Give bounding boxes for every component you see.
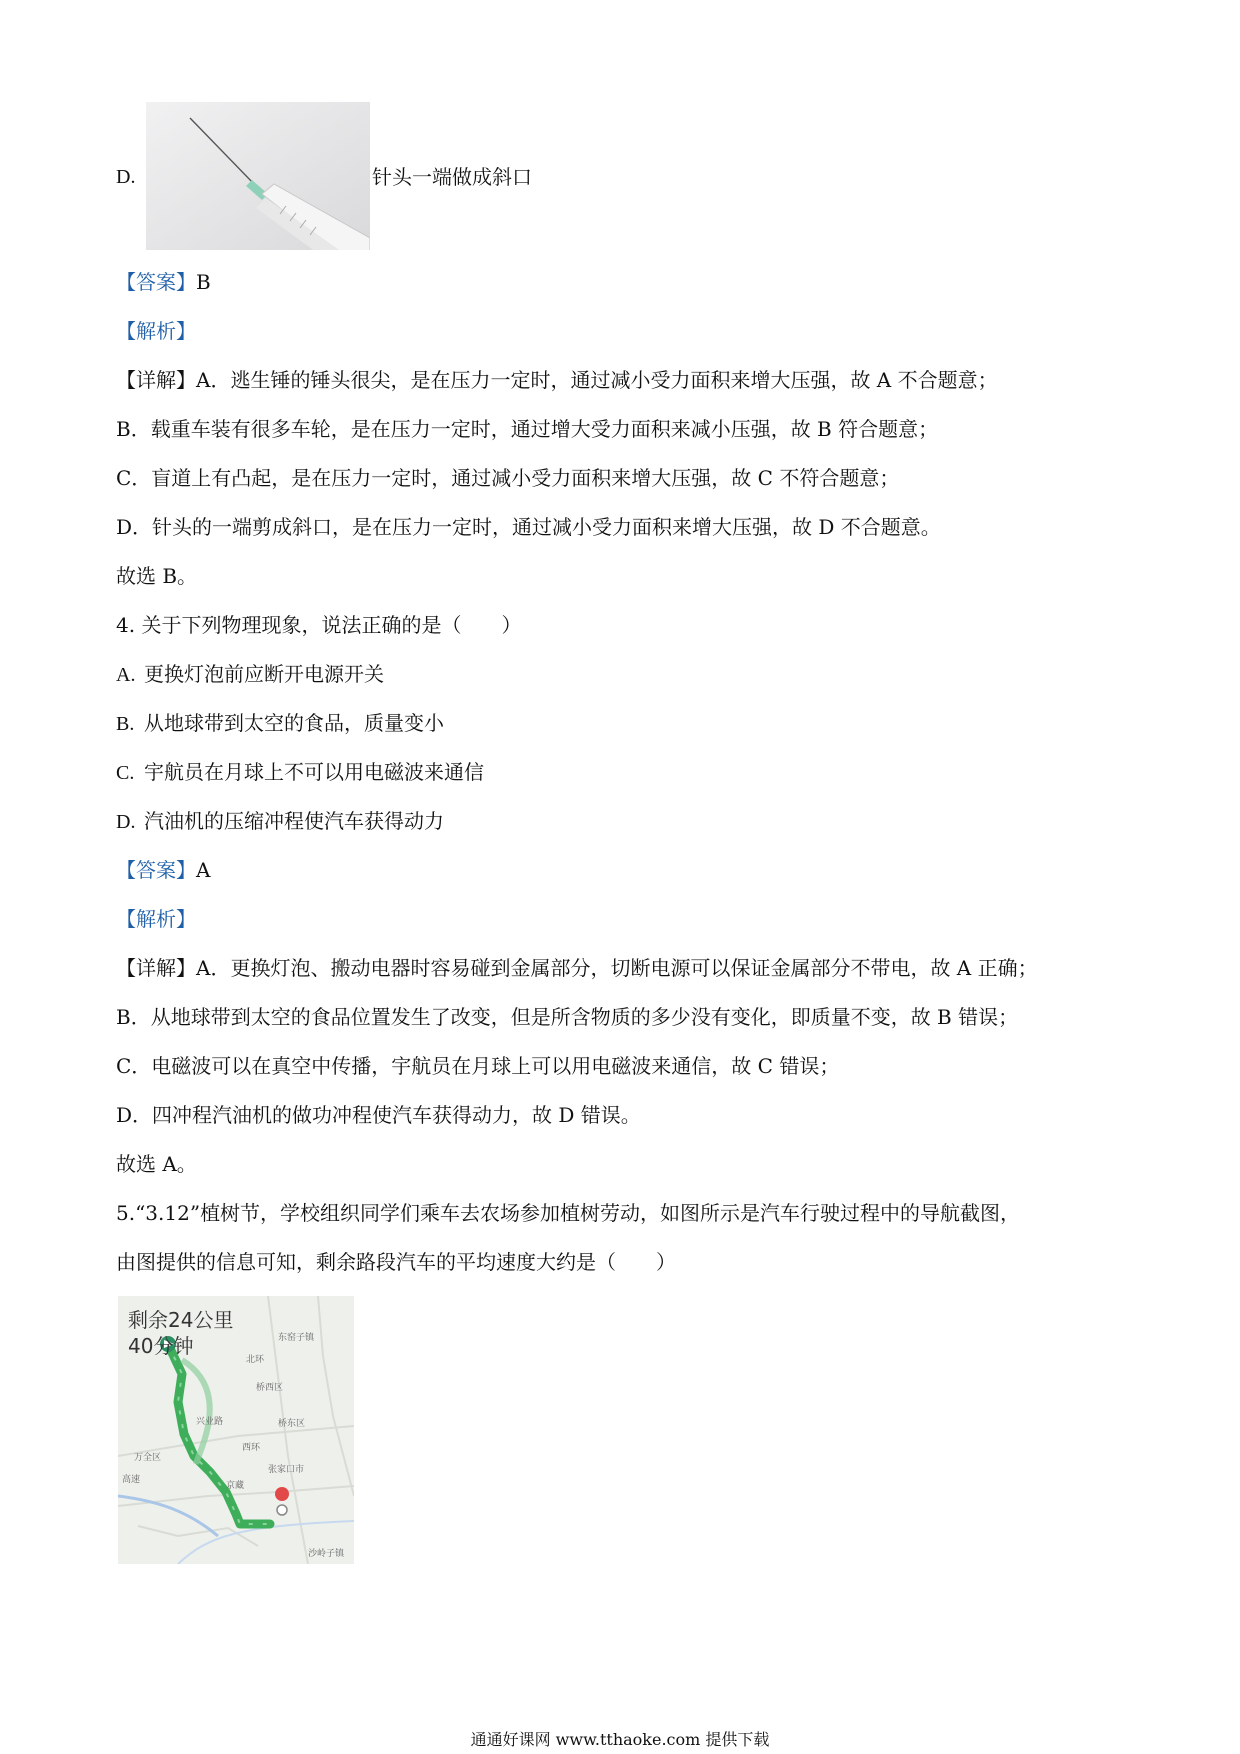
q4-option-a [116, 660, 384, 689]
syringe-icon [146, 102, 370, 250]
map-label: 张家口市 [268, 1465, 305, 1475]
q3-answer [116, 268, 211, 296]
page-footer: 通通好课网 www.tthaoke.com 提供下载 [470, 1730, 770, 1749]
q3-analysis-tag: 【解析】 [116, 319, 196, 343]
answer-tag: 【答案】 [116, 858, 196, 882]
q4-detail-line-1: 【详解】A．更换灯泡、搬动电器时容易碰到金属部分，切断电源可以保证金属部分不带电，故 A 正确； [116, 956, 1038, 980]
option-text: 汽油机的压缩冲程使汽车获得动力 [144, 809, 444, 833]
answer-value: B [196, 270, 211, 294]
q3-detail-line-2: B．载重车装有很多车轮，是在压力一定时，通过增大受力面积来减小压强，故 B 符合题意； [116, 417, 939, 441]
map-label: 桥东区 [278, 1419, 306, 1429]
q3-conclusion: 故选 B。 [116, 564, 198, 588]
option-text: 宇航员在月球上不可以用电磁波来通信 [144, 760, 484, 784]
option-letter: A. [116, 664, 136, 686]
map-label: 万全区 [134, 1453, 162, 1463]
map-label: 北环 [246, 1355, 265, 1365]
q4-option-d [116, 807, 444, 836]
q4-option-c [116, 758, 484, 787]
option-d-text: 针头一端做成斜口 [372, 165, 532, 189]
option-d-letter: D. [116, 166, 136, 188]
q4-conclusion: 故选 A。 [116, 1152, 197, 1176]
q4-answer [116, 856, 210, 884]
answer-value: A [196, 858, 211, 882]
map-label: 桥西区 [256, 1383, 284, 1393]
map-label: 西环 [242, 1443, 261, 1453]
q3-detail-line-3: C．盲道上有凸起，是在压力一定时，通过减小受力面积来增大压强，故 C 不符合题意； [116, 466, 900, 490]
navigation-map [118, 1296, 354, 1564]
map-label: 沙岭子镇 [308, 1549, 345, 1559]
option-letter: B. [116, 713, 135, 735]
map-label: 东窑子镇 [278, 1333, 315, 1343]
q5-stem-line-2: 由图提供的信息可知，剩余路段汽车的平均速度大约是（ ） [116, 1250, 676, 1274]
q4-detail-line-3: C．电磁波可以在真空中传播，宇航员在月球上可以用电磁波来通信，故 C 错误； [116, 1054, 840, 1078]
map-label: 兴业路 [196, 1417, 224, 1427]
q4-option-b [116, 709, 444, 738]
option-letter: C. [116, 762, 135, 784]
syringe-photo [146, 102, 370, 250]
map-remaining-distance: 剩余24公里 [128, 1308, 234, 1332]
option-text: 从地球带到太空的食品，质量变小 [144, 711, 444, 735]
q4-stem: 4. 关于下列物理现象，说法正确的是（ ） [116, 613, 522, 637]
q3-detail-line-4: D．针头的一端剪成斜口，是在压力一定时，通过减小受力面积来增大压强，故 D 不合题意。 [116, 515, 941, 539]
q5-stem-line-1: 5.“3.12”植树节，学校组织同学们乘车去农场参加植树劳动，如图所示是汽车行驶过程中的导航截图， [116, 1201, 1021, 1225]
answer-tag: 【答案】 [116, 270, 196, 294]
map-remaining-time: 40分钟 [128, 1334, 194, 1358]
q4-analysis-tag: 【解析】 [116, 907, 196, 931]
map-label: 京藏 [226, 1481, 245, 1491]
q3-detail-line-1: 【详解】A．逃生锤的锤头很尖，是在压力一定时，通过减小受力面积来增大压强，故 A 不合题意； [116, 368, 998, 392]
map-label: 高速 [122, 1475, 141, 1485]
destination-marker-icon [275, 1487, 289, 1501]
option-letter: D. [116, 811, 136, 833]
q4-detail-line-2: B．从地球带到太空的食品位置发生了改变，但是所含物质的多少没有变化，即质量不变，故 B 错误； [116, 1005, 1019, 1029]
option-text: 更换灯泡前应断开电源开关 [144, 662, 384, 686]
q4-detail-line-4: D．四冲程汽油机的做功冲程使汽车获得动力，故 D 错误。 [116, 1103, 641, 1127]
